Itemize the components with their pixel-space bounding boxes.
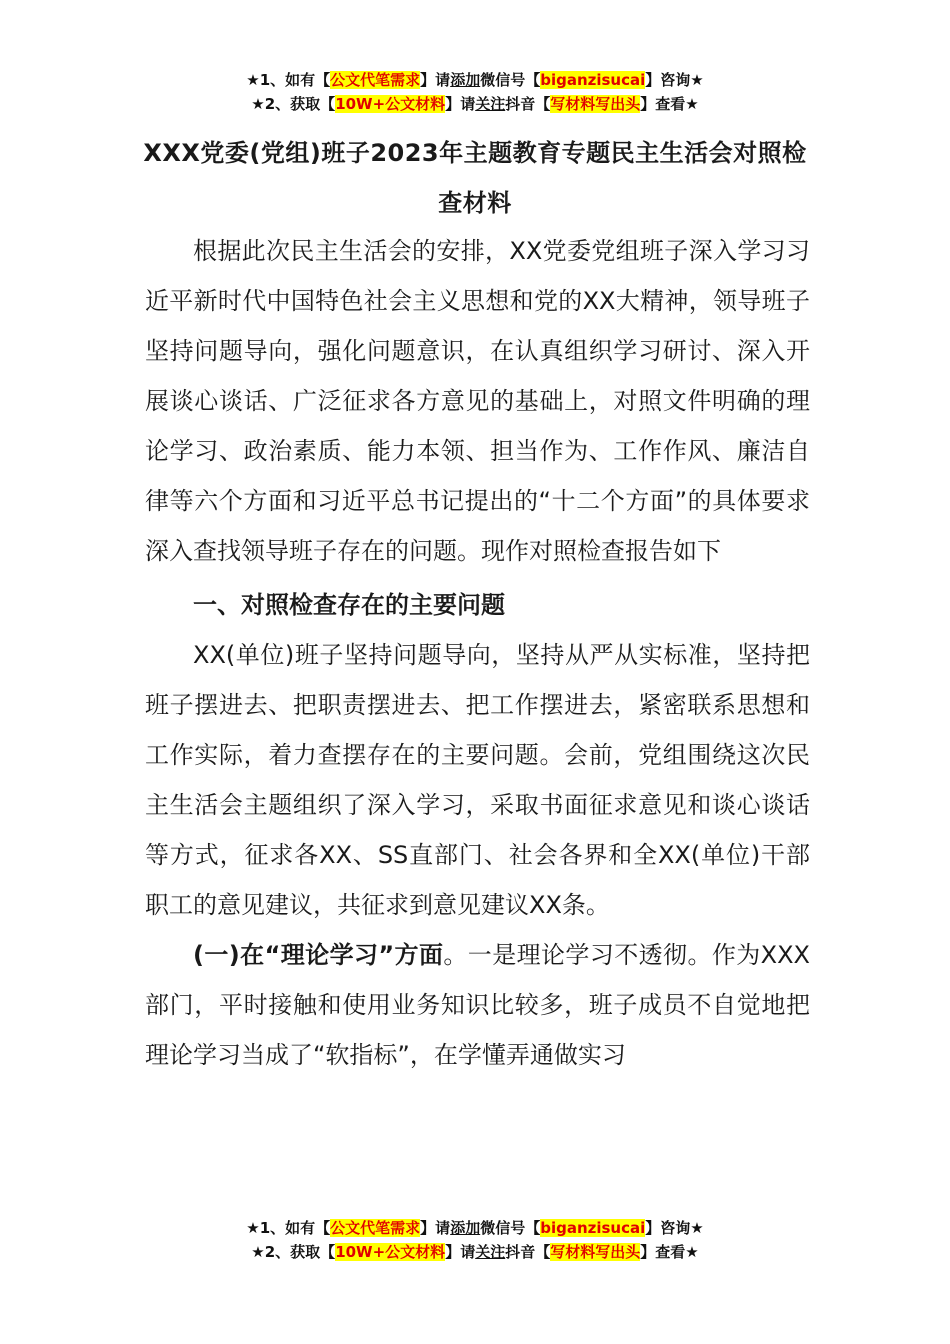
subsection-1-paragraph: (一)在“理论学习”方面。一是理论学习不透彻。作为XXX部门，平时接触和使用业务知识比较多，班子成员不自觉地把理论学习当成了“软指标”，在学懂弄通做实习 (145, 941, 810, 1069)
top-promo-banner (0, 68, 950, 116)
promo-highlight-materials: 10W+公文材料 (335, 95, 446, 113)
subsection-1-heading: (一)在“理论学习”方面 (193, 941, 444, 969)
promo-douyin-account: 写材料写出头 (550, 95, 641, 113)
bottom-promo-banner (0, 1216, 950, 1264)
promo-line-2: ★2、获取【10W+公文材料】请关注抖音【写材料写出头】查看★ (251, 95, 699, 113)
promo-line-1: ★1、如有【公文代笔需求】请添加微信号【biganzisucai】咨询★ (246, 71, 704, 89)
document-title: XXX党委(党组)班子2023年主题教育专题民主生活会对照检查材料 (143, 139, 807, 217)
section-1-paragraph: XX(单位)班子坚持问题导向，坚持从严从实标准，坚持把班子摆进去、把职责摆进去、把工作摆进去，紧密联系思想和工作实际，着力查摆存在的主要问题。会前，党组围绕这次民主生活会主题组织了深入学习，采取书面征求意见和谈心谈话等方式，征求各XX、SS直部门、社会各界和全XX(单位)干部职工的意见建议，共征求到意见建议XX条。 (145, 641, 810, 919)
intro-paragraph: 根据此次民主生活会的安排，XX党委党组班子深入学习习近平新时代中国特色社会主义思想和党的XX大精神，领导班子坚持问题导向，强化问题意识，在认真组织学习研讨、深入开展谈心谈话、广泛征求各方意见的基础上，对照文件明确的理论学习、政治素质、能力本领、担当作为、工作作风、廉洁自律等六个方面和习近平总书记提出的“十二个方面”的具体要求深入查找领导班子存在的问题。现作对照检查报告如下 (145, 237, 810, 565)
document-body (145, 226, 810, 1080)
section-heading-1: 一、对照检查存在的主要问题 (193, 591, 505, 619)
promo-line-1-bottom: ★1、如有【公文代笔需求】请添加微信号【biganzisucai】咨询★ (246, 1219, 704, 1237)
promo-highlight-service: 公文代笔需求 (330, 71, 421, 89)
promo-wechat-id: biganzisucai (540, 71, 646, 89)
promo-line-2-bottom: ★2、获取【10W+公文材料】请关注抖音【写材料写出头】查看★ (251, 1243, 699, 1261)
